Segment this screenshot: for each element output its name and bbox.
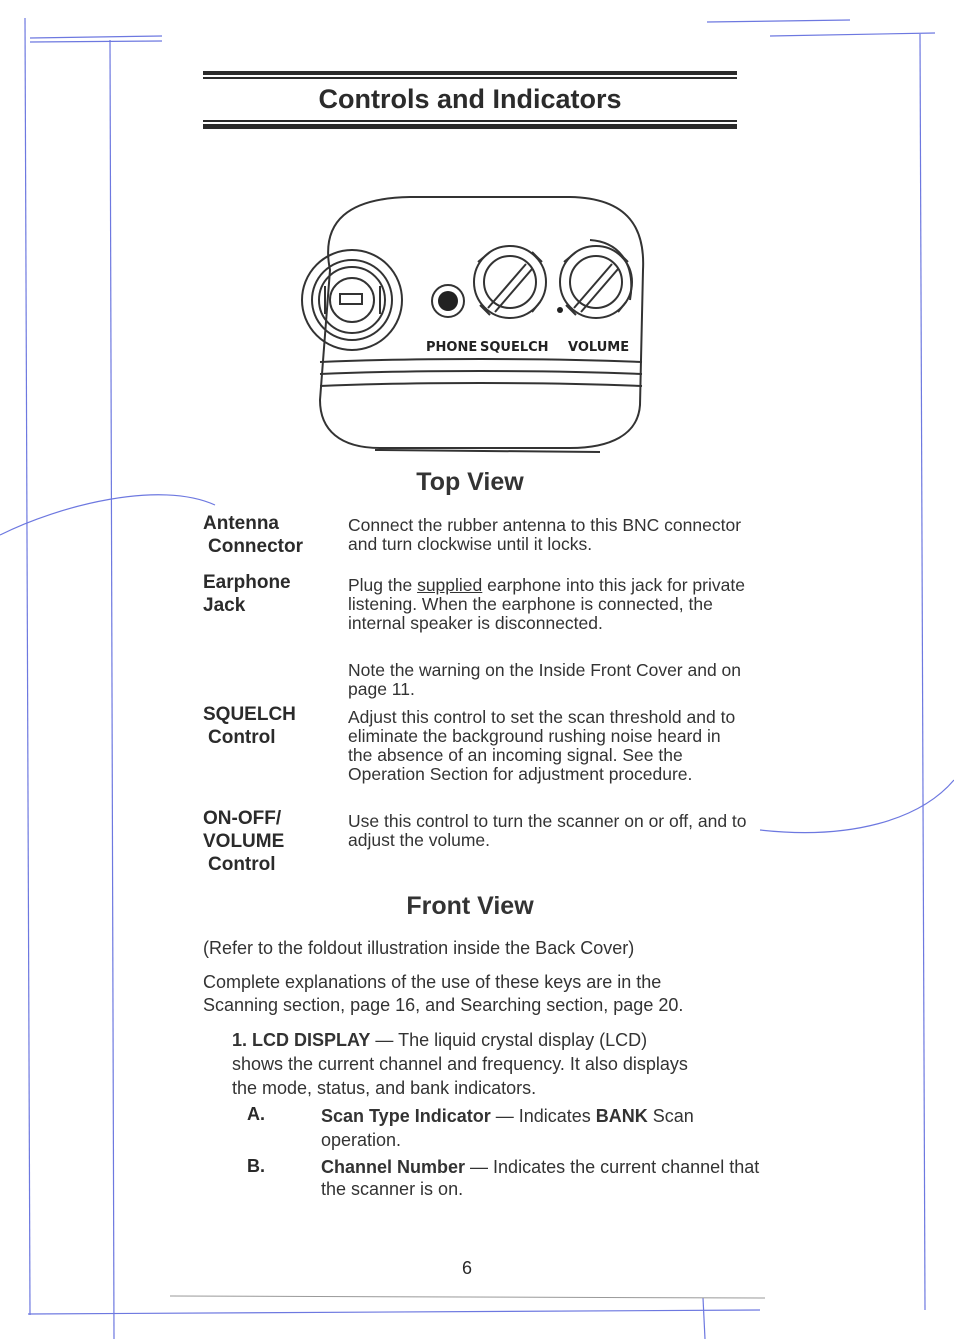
phone-label: PHONE — [426, 340, 478, 355]
volume-dot-icon — [557, 307, 563, 313]
squelch-control-term: SQUELCH Control — [203, 704, 296, 748]
volume-control-desc: Use this control to turn the scanner on or off, and to adjust the volume. — [348, 811, 747, 850]
antenna-connector-icon — [302, 250, 402, 350]
page-number: 6 — [461, 1258, 472, 1278]
earphone-jack-note: Note the warning on the Inside Front Cover and on page 11. — [348, 660, 742, 699]
page-title: Controls and Indicators — [318, 84, 622, 114]
front-view-refer: (Refer to the foldout illustration inside the Back Cover) — [203, 938, 635, 958]
lcd-display-item: 1. LCD DISPLAY — The liquid crystal display (LCD) shows the current channel and frequency. It also displays the mode, status, and bank indicators. — [232, 1030, 688, 1098]
top-rule-thin — [203, 77, 737, 79]
earphone-jack-desc: Plug the supplied earphone into this jack for private listening. When the earphone is connected, the internal speaker is disconnected. — [348, 575, 745, 633]
phone-jack-icon — [432, 285, 464, 317]
scan-type-indicator-item: Scan Type Indicator — Indicates BANK Scan operation. — [321, 1106, 694, 1150]
squelch-label: SQUELCH — [480, 340, 549, 355]
top-view-heading: Top View — [416, 468, 524, 496]
bottom-rule-thick — [203, 124, 737, 129]
scanner-top-illustration — [290, 190, 655, 460]
volume-control-term: ON-OFF/ VOLUME Control — [203, 808, 285, 875]
volume-knob-icon — [560, 240, 632, 318]
squelch-control-desc: Adjust this control to set the scan threshold and to eliminate the background rushing noise heard in the absence of an incoming signal. See the Operation Section for adjustment procedure. — [348, 707, 736, 784]
earphone-jack-term: Earphone Jack — [203, 572, 291, 616]
channel-number-item: Channel Number — Indicates the current channel that the scanner is on. — [321, 1157, 760, 1199]
antenna-connector-term: Antenna Connector — [203, 513, 303, 557]
top-rule-thick — [203, 71, 737, 75]
front-view-intro: Complete explanations of the use of these keys are in the Scanning section, page 16, and Searching section, page 20. — [203, 972, 684, 1015]
antenna-connector-desc: Connect the rubber antenna to this BNC connector and turn clockwise until it locks. — [348, 515, 742, 554]
channel-number-letter: B. — [247, 1156, 265, 1176]
volume-label: VOLUME — [568, 340, 630, 355]
bottom-rule-thin — [203, 120, 737, 122]
scan-type-letter: A. — [247, 1104, 265, 1124]
squelch-knob-icon — [474, 246, 546, 318]
front-view-heading: Front View — [406, 892, 534, 920]
